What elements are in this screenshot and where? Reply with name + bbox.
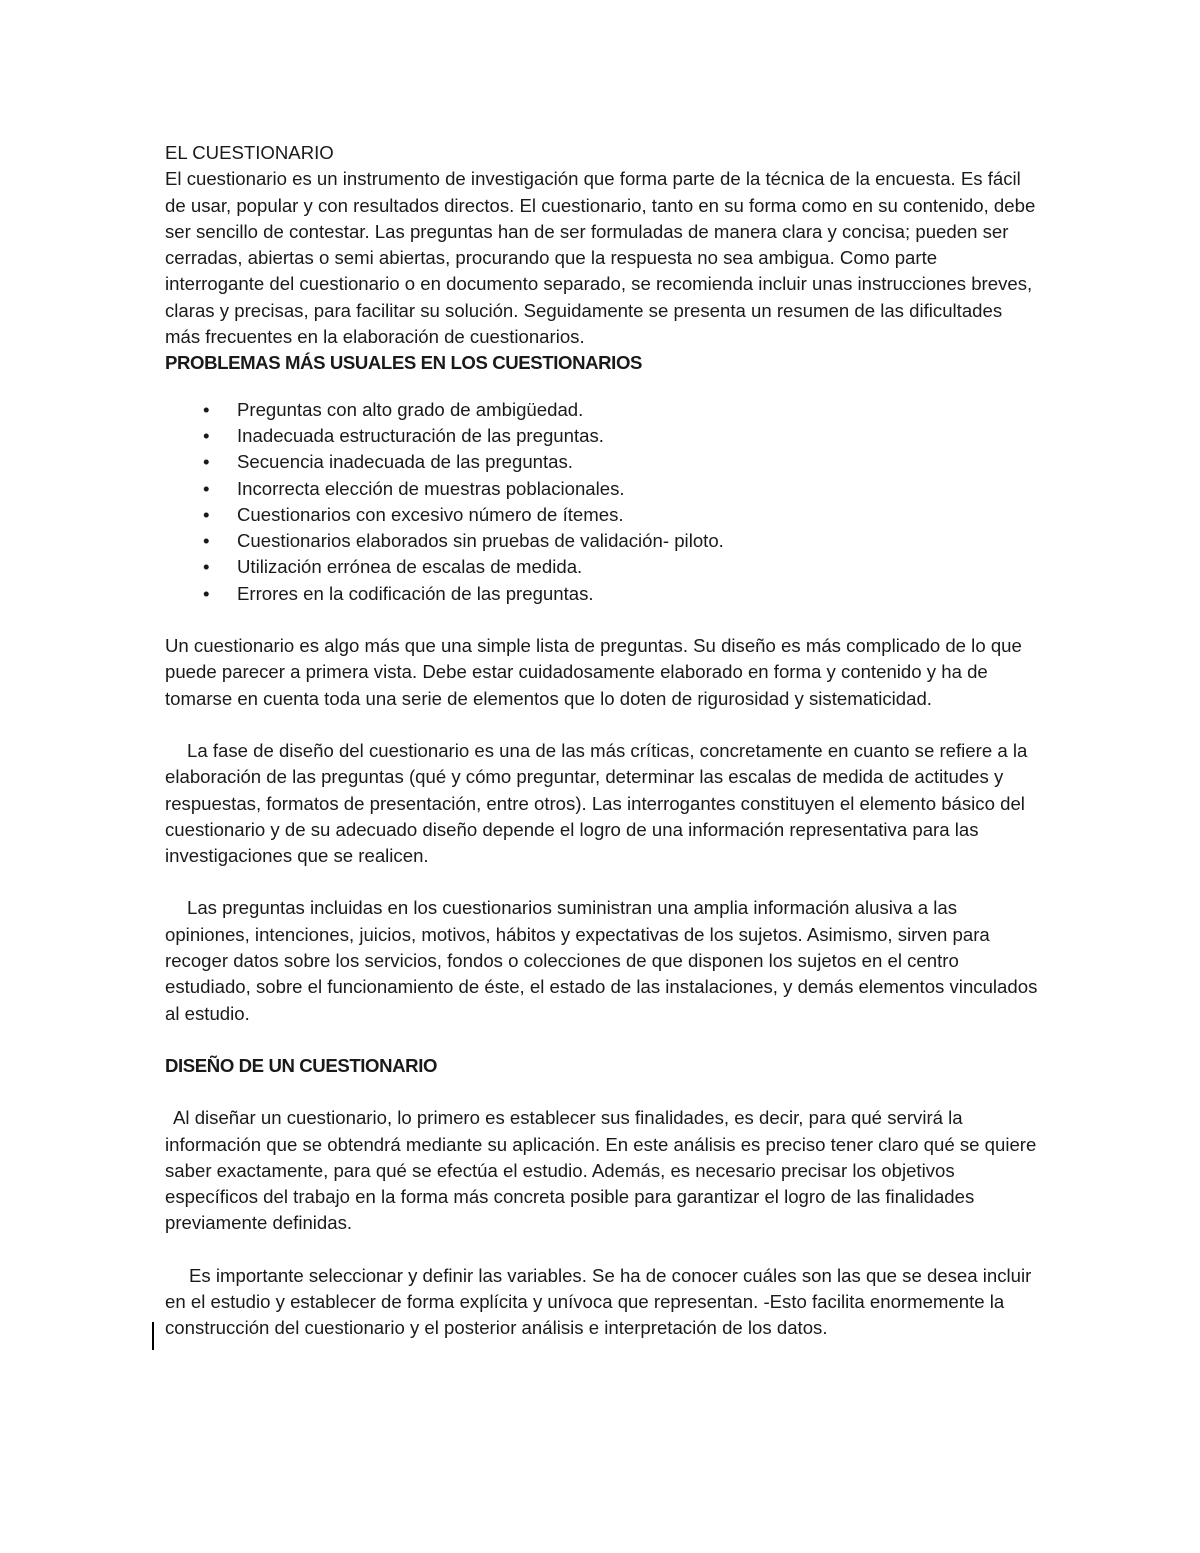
list-item: • Secuencia inadecuada de las preguntas.	[165, 449, 1040, 475]
list-item: • Preguntas con alto grado de ambigüedad.	[165, 397, 1040, 423]
list-item: • Inadecuada estructuración de las preguntas.	[165, 423, 1040, 449]
paragraph-4: Al diseñar un cuestionario, lo primero es establecer sus finalidades, es decir, para qué servirá la información que se obtendrá mediante su aplicación. En este análisis es preciso tener claro qué se quiere saber exactamente, para qué se efectúa el estudio. Además, es necesario precisar los objetivos específicos del trabajo en la forma más concreta posible para garantizar el logro de las finalidades previamente definidas.	[165, 1107, 1037, 1234]
list-item: • Incorrecta elección de muestras poblacionales.	[165, 476, 1040, 502]
list-item: • Errores en la codificación de las preguntas.	[165, 581, 1040, 607]
problems-heading: PROBLEMAS MÁS USUALES EN LOS CUESTIONARIOS	[165, 352, 643, 374]
bullet-icon: •	[203, 477, 210, 499]
intro-paragraph: El cuestionario es un instrumento de investigación que forma parte de la técnica de la encuesta. Es fácil de usar, popular y con resultados directos. El cuestionario, tanto en su forma como en su contenido, debe ser sencillo de contestar. Las preguntas han de ser formuladas de manera clara y concisa; pueden ser cerradas, abiertas o semi abiertas, procurando que la respuesta no sea ambigua. Como parte interrogante del cuestionario o en documento separado, se recomienda incluir unas instrucciones breves, claras y precisas, para facilitar su solución. Seguidamente se presenta un resumen de las dificultades más frecuentes en la elaboración de cuestionarios.	[165, 168, 1036, 348]
bullet-icon: •	[203, 398, 210, 420]
paragraph-5: Es importante seleccionar y definir las variables. Se ha de conocer cuáles son las que se desea incluir en el estudio y establecer de forma explícita y unívoca que representan. -Esto facilita enormemente la construcción del cuestionario y el posterior análisis e interpretación de los datos.	[165, 1264, 1032, 1339]
paragraph-1: Un cuestionario es algo más que una simple lista de preguntas. Su diseño es más complicado de lo que puede parecer a primera vista. Debe estar cuidadosamente elaborado en forma y contenido y ha de tomarse en cuenta toda una serie de elementos que lo doten de rigurosidad y sistematicidad.	[165, 635, 1022, 709]
bullet-icon: •	[203, 556, 210, 578]
bullet-icon: •	[203, 530, 210, 552]
list-item: • Cuestionarios elaborados sin pruebas de validación- piloto.	[165, 528, 1040, 554]
list-item: • Cuestionarios con excesivo número de ítemes.	[165, 502, 1040, 528]
paragraph-3: Las preguntas incluidas en los cuestionarios suministran una amplia información alusiva a las opiniones, intenciones, juicios, motivos, hábitos y expectativas de los sujetos. Asimismo, sirven para recoger datos sobre los servicios, fondos o colecciones de que disponen los sujetos en el centro estudiado, sobre el funcionamiento de éste, el estado de las instalaciones, y demás elementos vinculados al estudio.	[165, 897, 1038, 1024]
problems-list	[165, 397, 1040, 607]
document-title: EL CUESTIONARIO	[165, 142, 334, 163]
bullet-icon: •	[203, 451, 210, 473]
bullet-icon: •	[203, 503, 210, 525]
bullet-icon: •	[203, 424, 210, 446]
paragraph-2: La fase de diseño del cuestionario es una de las más críticas, concretamente en cuanto se refiere a la elaboración de las preguntas (qué y cómo preguntar, determinar las escalas de medida de actitudes y respuestas, formatos de presentación, entre otros). Las interrogantes constituyen el elemento básico del cuestionario y de su adecuado diseño depende el logro de una información representativa para las investigaciones que se realicen.	[165, 739, 1028, 867]
document-page	[165, 140, 1040, 1342]
bullet-icon: •	[203, 582, 210, 604]
list-item: • Utilización errónea de escalas de medida.	[165, 554, 1040, 580]
design-heading: DISEÑO DE UN CUESTIONARIO	[165, 1054, 438, 1076]
text-cursor	[152, 1322, 154, 1350]
